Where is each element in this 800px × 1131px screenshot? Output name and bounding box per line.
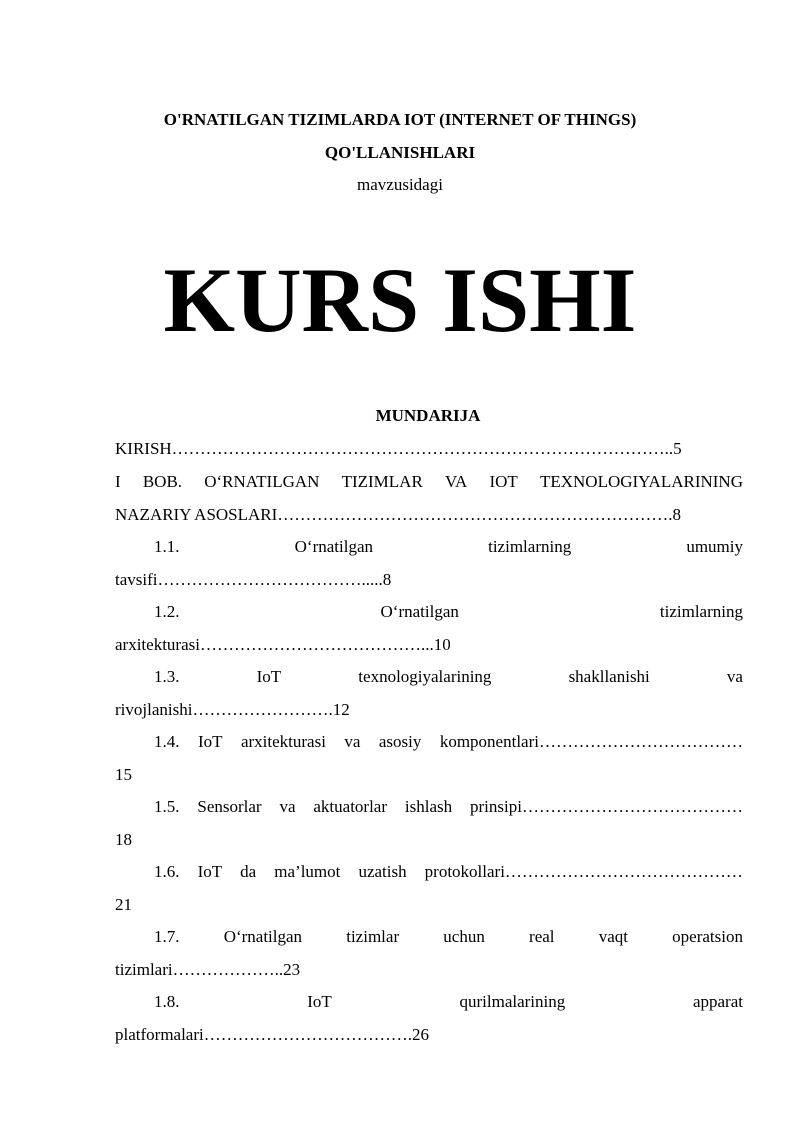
toc-word: 1.6. [154, 862, 180, 881]
subtitle: mavzusidagi [357, 175, 443, 194]
toc-word: 1.2. [154, 602, 180, 621]
toc-word: uzatish [358, 862, 407, 881]
toc-word: 1.4. [154, 732, 180, 751]
toc-entry-1-3-line2: rivojlanishi…………………….12 [115, 700, 350, 719]
toc-word: real [529, 927, 555, 946]
toc-word: tizimlar [346, 927, 400, 946]
toc-word: IOT [489, 472, 518, 491]
toc-entry-1-5-line1 [154, 796, 743, 818]
toc-entry-1-7-line2: tizimlari………………..23 [115, 960, 301, 979]
toc-entry-1-7-line1 [154, 926, 743, 948]
toc-word: texnologiyalarining [358, 667, 492, 686]
toc-word: TIZIMLAR [341, 472, 423, 491]
toc-word: IoT [256, 667, 282, 686]
toc-word: 1.7. [154, 927, 180, 946]
main-title: KURS ISHI [163, 249, 637, 351]
toc-word: 1.3. [154, 667, 180, 686]
toc-entry-1-4-line2: 15 [115, 765, 132, 784]
toc-entry-1-1-line2: tavsifi……………………………….....8 [115, 570, 392, 589]
toc-entry-1-8-line1 [154, 991, 743, 1013]
toc-word: ishlash [404, 797, 453, 816]
toc-word: uchun [443, 927, 485, 946]
toc-word: IoT [307, 992, 332, 1011]
toc-word: protokollari…………………………………… [424, 862, 743, 881]
toc-word: 1.5. [154, 797, 180, 816]
toc-word: IoT [197, 732, 223, 751]
toc-word: ma’lumot [274, 862, 341, 881]
toc-word: I [115, 472, 121, 491]
title-line-2: QO'LLANISHLARI [324, 143, 476, 162]
title-line-1: O'RNATILGAN TIZIMLARDA IOT (INTERNET OF THINGS) [163, 110, 637, 129]
toc-word: asosiy [378, 732, 422, 751]
toc-word: tizimlarning [659, 602, 743, 621]
toc-entry-1-3-line1 [154, 666, 743, 688]
toc-word: O‘rnatilgan [294, 537, 373, 556]
toc-word: Sensorlar [197, 797, 262, 816]
toc-entry-kirish: KIRISH……………………………………………………………………………..5 [115, 439, 682, 458]
toc-entry-1-2-line2: arxitekturasi…………………………………...10 [115, 635, 451, 654]
toc-entry-1-6-line1 [154, 861, 743, 883]
toc-entry-1-4-line1 [154, 731, 743, 753]
toc-word: IoT [197, 862, 223, 881]
toc-heading: MUNDARIJA [375, 406, 481, 425]
toc-word: qurilmalarining [459, 992, 566, 1011]
toc-word: 1.1. [154, 537, 180, 556]
toc-word: O‘RNATILGAN [204, 472, 320, 491]
toc-word: komponentlari……………………………… [439, 732, 743, 751]
toc-word: shakllanishi [568, 667, 650, 686]
toc-word: va [279, 797, 296, 816]
toc-word: O‘rnatilgan [380, 602, 459, 621]
toc-word: va [726, 667, 743, 686]
toc-entry-1-2-line1 [154, 601, 743, 623]
toc-word: BOB. [142, 472, 183, 491]
toc-word: aktuatorlar [313, 797, 388, 816]
toc-word: operatsion [672, 927, 743, 946]
toc-entry-1-8-line2: platformalari……………………………….26 [115, 1025, 429, 1044]
toc-word: arxitekturasi [240, 732, 326, 751]
toc-entry-1-1-line1 [154, 536, 743, 558]
toc-entry-1-5-line2: 18 [115, 830, 132, 849]
toc-word: umumiy [686, 537, 743, 556]
toc-word: va [344, 732, 361, 751]
toc-word: tizimlarning [488, 537, 572, 556]
toc-word: vaqt [598, 927, 628, 946]
toc-entry-bob1-line2: NAZARIY ASOSLARI…………………………………………………………….8 [115, 505, 682, 524]
toc-word: 1.8. [154, 992, 180, 1011]
toc-word: VA [444, 472, 468, 491]
toc-word: prinsipi………………………………… [470, 797, 743, 816]
toc-word: da [240, 862, 257, 881]
toc-word: O‘rnatilgan [223, 927, 303, 946]
toc-entry-bob1-line1 [115, 471, 743, 493]
toc-entry-1-6-line2: 21 [115, 895, 132, 914]
toc-word: apparat [692, 992, 743, 1011]
toc-word: TEXNOLOGIYALARINING [539, 472, 743, 491]
